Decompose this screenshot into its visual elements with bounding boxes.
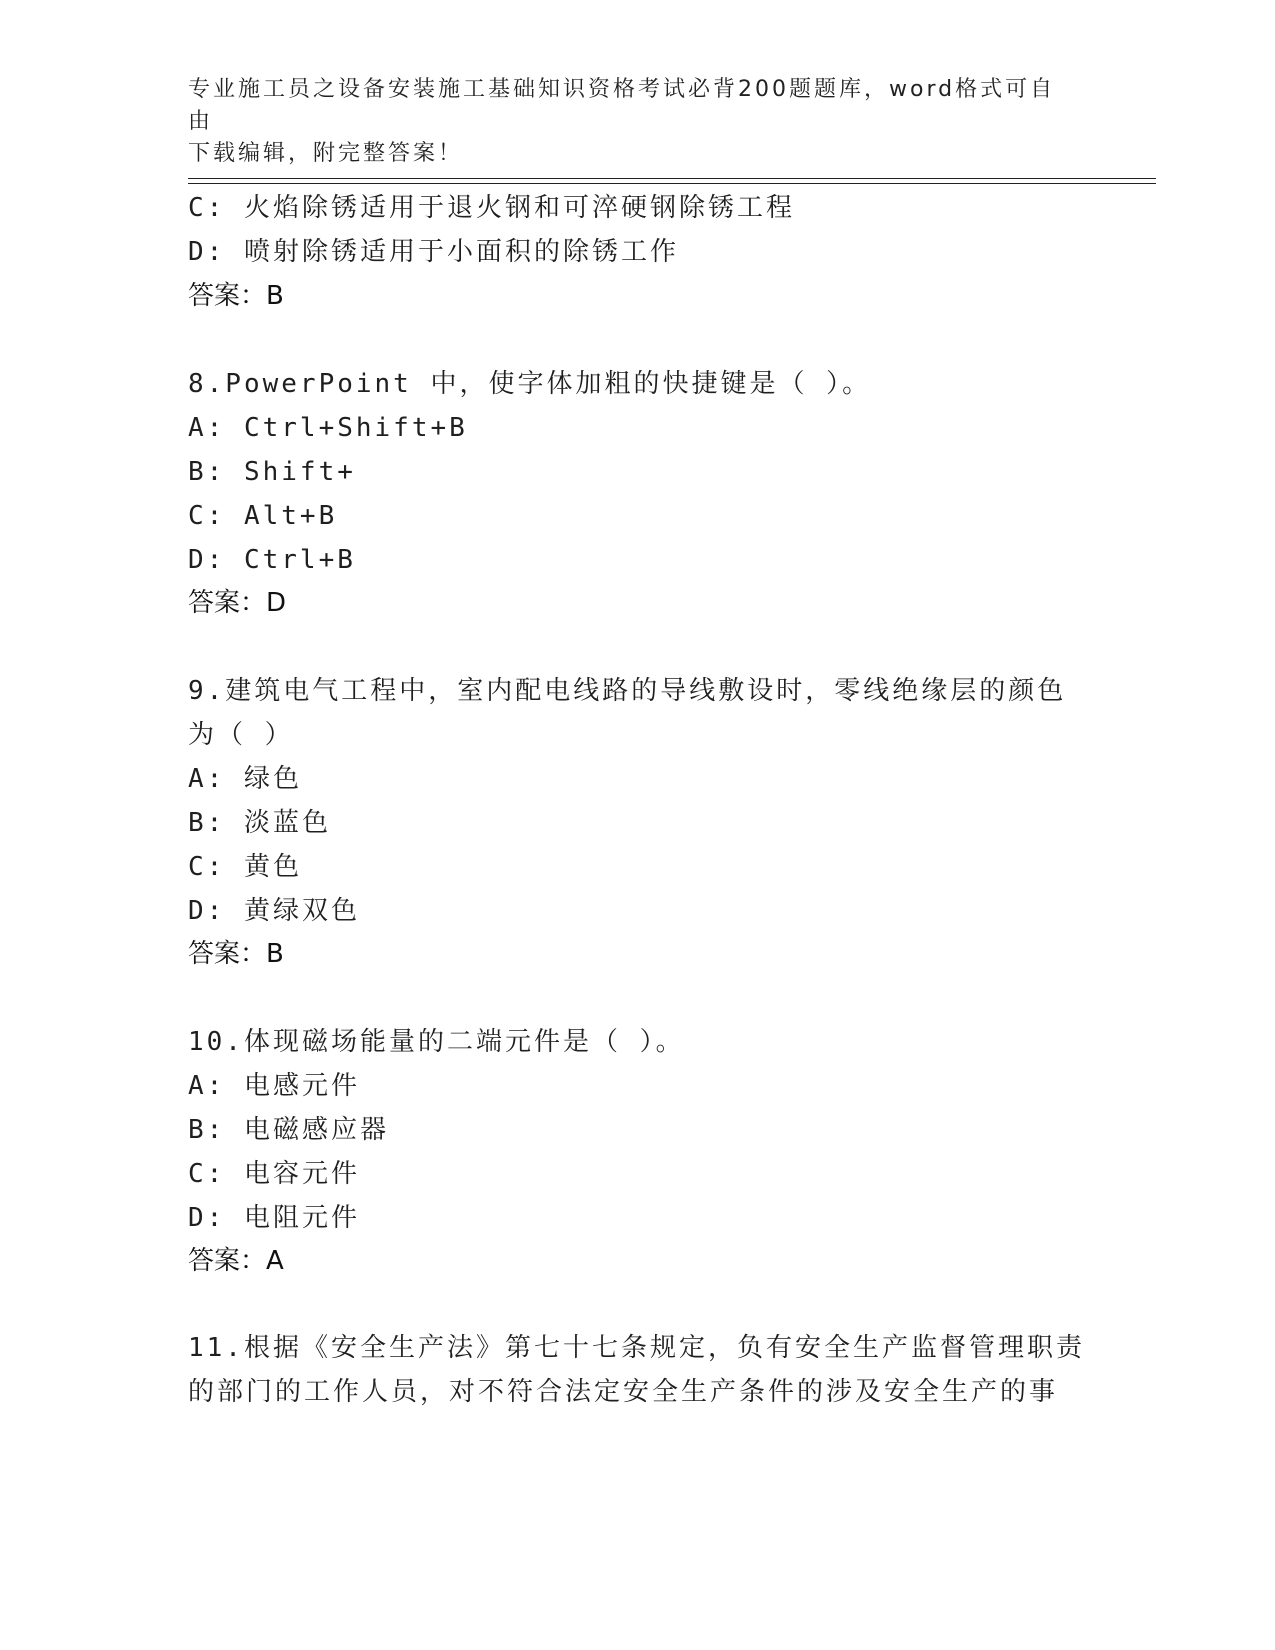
q8-option-a: A: Ctrl+Shift+B — [188, 413, 468, 443]
q10-answer: 答案：A — [188, 1246, 284, 1276]
q8-question: 8.PowerPoint 中，使字体加粗的快捷键是（ ）。 — [188, 369, 872, 399]
q10-question: 10.体现磁场能量的二端元件是（ ）。 — [188, 1027, 685, 1057]
header-title-line-2: 下载编辑，附完整答案！ — [188, 141, 464, 166]
q10-option-b: B: 电磁感应器 — [188, 1115, 389, 1145]
q11-question-line-2: 的部门的工作人员，对不符合法定安全生产条件的涉及安全生产的事 — [188, 1377, 1059, 1407]
q9-question-line-2: 为（ ） — [188, 720, 294, 750]
q8-option-b: B: Shift+ — [188, 457, 356, 487]
q9-option-d: D: 黄绿双色 — [188, 896, 360, 926]
q9-question-line-1: 9.建筑电气工程中，室内配电线路的导线敷设时，零线绝缘层的颜色 — [188, 676, 1067, 706]
q10-option-a: A: 电感元件 — [188, 1071, 360, 1101]
q8-answer: 答案：D — [188, 588, 287, 618]
q7-option-c: C: 火焰除锈适用于退火钢和可淬硬钢除锈工程 — [188, 193, 795, 223]
q8-option-c: C: Alt+B — [188, 501, 338, 531]
document-header — [188, 74, 1068, 170]
q10-option-c: C: 电容元件 — [188, 1159, 360, 1189]
header-divider-top — [188, 178, 1156, 179]
q9-option-c: C: 黄色 — [188, 852, 302, 882]
q9-answer: 答案：B — [188, 939, 284, 969]
q8-option-d: D: Ctrl+B — [188, 545, 356, 575]
header-title-line-1: 专业施工员之设备安装施工基础知识资格考试必背200题题库，word格式可自由 — [188, 77, 1056, 134]
q10-option-d: D: 电阻元件 — [188, 1203, 360, 1233]
header-divider-bottom — [188, 183, 1156, 184]
q7-answer: 答案：B — [188, 281, 284, 311]
q9-option-a: A: 绿色 — [188, 764, 302, 794]
q11-question-line-1: 11.根据《安全生产法》第七十七条规定，负有安全生产监督管理职责 — [188, 1333, 1085, 1363]
q7-option-d: D: 喷射除锈适用于小面积的除锈工作 — [188, 237, 679, 267]
q9-option-b: B: 淡蓝色 — [188, 808, 331, 838]
